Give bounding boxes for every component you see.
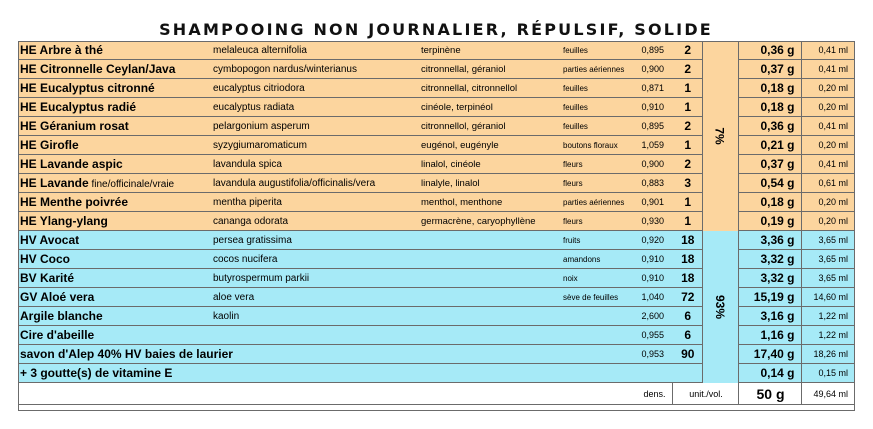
density: 0,895 xyxy=(632,41,672,60)
drop-count: 90 xyxy=(672,345,702,364)
drop-count: 2 xyxy=(672,117,702,136)
density: 0,900 xyxy=(632,60,672,79)
density: 0,900 xyxy=(632,155,672,174)
ingredient-name: HV Avocat xyxy=(18,231,211,250)
weight-grams: 0,14 g xyxy=(738,364,801,383)
plant-part: boutons floraux xyxy=(561,136,632,155)
drop-count: 2 xyxy=(672,155,702,174)
density: 0,910 xyxy=(632,269,672,288)
plant-part: sève de feuilles xyxy=(561,288,632,307)
density: 0,955 xyxy=(632,326,672,345)
weight-grams: 0,37 g xyxy=(738,155,801,174)
density: 0,895 xyxy=(632,117,672,136)
plant-part xyxy=(561,307,632,326)
volume-ml: 0,20 ml xyxy=(801,212,854,231)
drop-count: 2 xyxy=(672,60,702,79)
recipe-title: SHAMPOOING NON JOURNALIER, RÉPULSIF, SOLIDE xyxy=(159,20,713,39)
recipe-table-body xyxy=(18,41,854,405)
essential-oil-percent-label: 7% xyxy=(713,127,727,145)
density: 1,040 xyxy=(632,288,672,307)
ingredient-name xyxy=(18,41,211,60)
ingredient-name-main: HE Eucalyptus radié xyxy=(20,100,137,114)
density: 0,871 xyxy=(632,79,672,98)
density: 0,883 xyxy=(632,174,672,193)
density: 0,910 xyxy=(632,98,672,117)
weight-grams: 0,18 g xyxy=(738,98,801,117)
ingredient-name xyxy=(18,174,211,193)
ingredient-name-main: HE Girofle xyxy=(20,138,79,152)
weight-grams: 0,36 g xyxy=(738,117,801,136)
plant-part: noix xyxy=(561,269,632,288)
drop-count: 1 xyxy=(672,193,702,212)
weight-grams: 0,19 g xyxy=(738,212,801,231)
unit-volume-header: unit./vol. xyxy=(672,383,738,405)
density: 1,059 xyxy=(632,136,672,155)
weight-grams: 0,54 g xyxy=(738,174,801,193)
botanical-name: lavandula spica xyxy=(211,155,419,174)
plant-part: fleurs xyxy=(561,212,632,231)
drop-count: 1 xyxy=(672,136,702,155)
main-molecules: menthol, menthone xyxy=(419,193,561,212)
drop-count: 1 xyxy=(672,212,702,231)
total-volume: 49,64 ml xyxy=(801,383,854,405)
drop-count: 18 xyxy=(672,250,702,269)
ingredient-name-main: HE Géranium rosat xyxy=(20,119,129,133)
main-molecules: citronnellal, géraniol xyxy=(419,60,561,79)
ingredient-name xyxy=(18,136,211,155)
weight-grams: 15,19 g xyxy=(738,288,801,307)
botanical-name: lavandula augustifolia/officinalis/vera xyxy=(211,174,419,193)
ingredient-name xyxy=(18,212,211,231)
weight-grams: 1,16 g xyxy=(738,326,801,345)
weight-grams: 0,18 g xyxy=(738,79,801,98)
botanical-name: persea gratissima xyxy=(211,231,561,250)
weight-grams: 3,32 g xyxy=(738,269,801,288)
drop-count: 18 xyxy=(672,231,702,250)
plant-part: feuilles xyxy=(561,41,632,60)
volume-ml: 0,15 ml xyxy=(801,364,854,383)
density: 2,600 xyxy=(632,307,672,326)
ingredient-name: Argile blanche xyxy=(18,307,211,326)
main-molecules: linalyle, linalol xyxy=(419,174,561,193)
botanical-name: cocos nucifera xyxy=(211,250,561,269)
drop-count: 1 xyxy=(672,79,702,98)
plant-part: feuilles xyxy=(561,79,632,98)
ingredient-name: BV Karité xyxy=(18,269,211,288)
main-molecules: cinéole, terpinéol xyxy=(419,98,561,117)
drop-count: 6 xyxy=(672,307,702,326)
ingredient-name: + 3 goutte(s) de vitamine E xyxy=(18,364,702,383)
plant-part: feuilles xyxy=(561,98,632,117)
drop-count: 6 xyxy=(672,326,702,345)
ingredient-name: HV Coco xyxy=(18,250,211,269)
botanical-name: aloe vera xyxy=(211,288,561,307)
density: 0,901 xyxy=(632,193,672,212)
drop-count: 3 xyxy=(672,174,702,193)
essential-oil-percent xyxy=(702,41,738,231)
ingredient-name-main: HE Ylang-ylang xyxy=(20,214,108,228)
weight-grams: 17,40 g xyxy=(738,345,801,364)
botanical-name: pelargonium asperum xyxy=(211,117,419,136)
plant-part xyxy=(561,326,632,345)
base-percent-label: 93% xyxy=(713,294,727,319)
plant-part: fleurs xyxy=(561,155,632,174)
total-weight: 50 g xyxy=(738,383,801,405)
volume-ml: 3,65 ml xyxy=(801,231,854,250)
weight-grams: 3,16 g xyxy=(738,307,801,326)
botanical-name: butyrospermum parkii xyxy=(211,269,561,288)
plant-part: feuilles xyxy=(561,117,632,136)
plant-part: fruits xyxy=(561,231,632,250)
drop-count: 1 xyxy=(672,98,702,117)
plant-part: fleurs xyxy=(561,174,632,193)
recipe-table xyxy=(18,41,854,405)
base-ingredient-row xyxy=(18,231,854,250)
ingredient-name xyxy=(18,117,211,136)
weight-grams: 0,21 g xyxy=(738,136,801,155)
ingredient-name: Cire d'abeille xyxy=(18,326,211,345)
botanical-name: eucalyptus citriodora xyxy=(211,79,419,98)
main-molecules: citronnellal, citronnellol xyxy=(419,79,561,98)
volume-ml: 0,20 ml xyxy=(801,193,854,212)
ingredient-name-main: HE Menthe poivrée xyxy=(20,195,129,209)
base-percent xyxy=(702,231,738,383)
botanical-name: melaleuca alternifolia xyxy=(211,41,419,60)
drop-count: 18 xyxy=(672,269,702,288)
ingredient-name-main: HE Lavande xyxy=(20,176,89,190)
drop-count: 2 xyxy=(672,41,702,60)
ingredient-name-variant: fine/officinale/vraie xyxy=(88,179,175,190)
footer-blank xyxy=(18,383,632,405)
weight-grams: 0,36 g xyxy=(738,41,801,60)
totals-row xyxy=(18,383,854,405)
ingredient-name xyxy=(18,98,211,117)
plant-part: parties aériennes xyxy=(561,60,632,79)
volume-ml: 0,20 ml xyxy=(801,98,854,117)
drop-count: 72 xyxy=(672,288,702,307)
volume-ml: 1,22 ml xyxy=(801,307,854,326)
density-header: dens. xyxy=(632,383,672,405)
volume-ml: 3,65 ml xyxy=(801,250,854,269)
volume-ml: 0,41 ml xyxy=(801,41,854,60)
volume-ml: 0,20 ml xyxy=(801,136,854,155)
weight-grams: 3,32 g xyxy=(738,250,801,269)
density: 0,930 xyxy=(632,212,672,231)
volume-ml: 0,20 ml xyxy=(801,79,854,98)
volume-ml: 18,26 ml xyxy=(801,345,854,364)
weight-grams: 0,18 g xyxy=(738,193,801,212)
ingredient-name xyxy=(18,193,211,212)
plant-part: amandons xyxy=(561,250,632,269)
botanical-name: cananga odorata xyxy=(211,212,419,231)
main-molecules: citronnellol, géraniol xyxy=(419,117,561,136)
volume-ml: 1,22 ml xyxy=(801,326,854,345)
botanical-name: kaolin xyxy=(211,307,561,326)
ingredient-name-main: HE Citronnelle Ceylan/Java xyxy=(20,62,176,76)
density: 0,910 xyxy=(632,250,672,269)
botanical-name xyxy=(211,326,561,345)
ingredient-name xyxy=(18,79,211,98)
ingredient-name xyxy=(18,155,211,174)
main-molecules: terpinène xyxy=(419,41,561,60)
weight-grams: 3,36 g xyxy=(738,231,801,250)
ingredient-name-main: HE Lavande aspic xyxy=(20,157,123,171)
botanical-name: eucalyptus radiata xyxy=(211,98,419,117)
main-molecules: germacrène, caryophyllène xyxy=(419,212,561,231)
recipe-sheet xyxy=(18,18,854,410)
density: 0,953 xyxy=(632,345,672,364)
main-molecules: linalol, cinéole xyxy=(419,155,561,174)
ingredient-name: GV Aloé vera xyxy=(18,288,211,307)
plant-part: parties aériennes xyxy=(561,193,632,212)
volume-ml: 0,41 ml xyxy=(801,155,854,174)
main-molecules: eugénol, eugényle xyxy=(419,136,561,155)
volume-ml: 0,61 ml xyxy=(801,174,854,193)
volume-ml: 3,65 ml xyxy=(801,269,854,288)
density: 0,920 xyxy=(632,231,672,250)
ingredient-name-main: HE Arbre à thé xyxy=(20,43,103,57)
weight-grams: 0,37 g xyxy=(738,60,801,79)
ingredient-name xyxy=(18,60,211,79)
botanical-name: cymbopogon nardus/winterianus xyxy=(211,60,419,79)
ingredient-name-main: HE Eucalyptus citronné xyxy=(20,81,155,95)
botanical-name: syzygiumaromaticum xyxy=(211,136,419,155)
volume-ml: 14,60 ml xyxy=(801,288,854,307)
essential-oil-row xyxy=(18,41,854,60)
botanical-name: mentha piperita xyxy=(211,193,419,212)
ingredient-name: savon d'Alep 40% HV baies de laurier xyxy=(18,345,632,364)
volume-ml: 0,41 ml xyxy=(801,60,854,79)
volume-ml: 0,41 ml xyxy=(801,117,854,136)
